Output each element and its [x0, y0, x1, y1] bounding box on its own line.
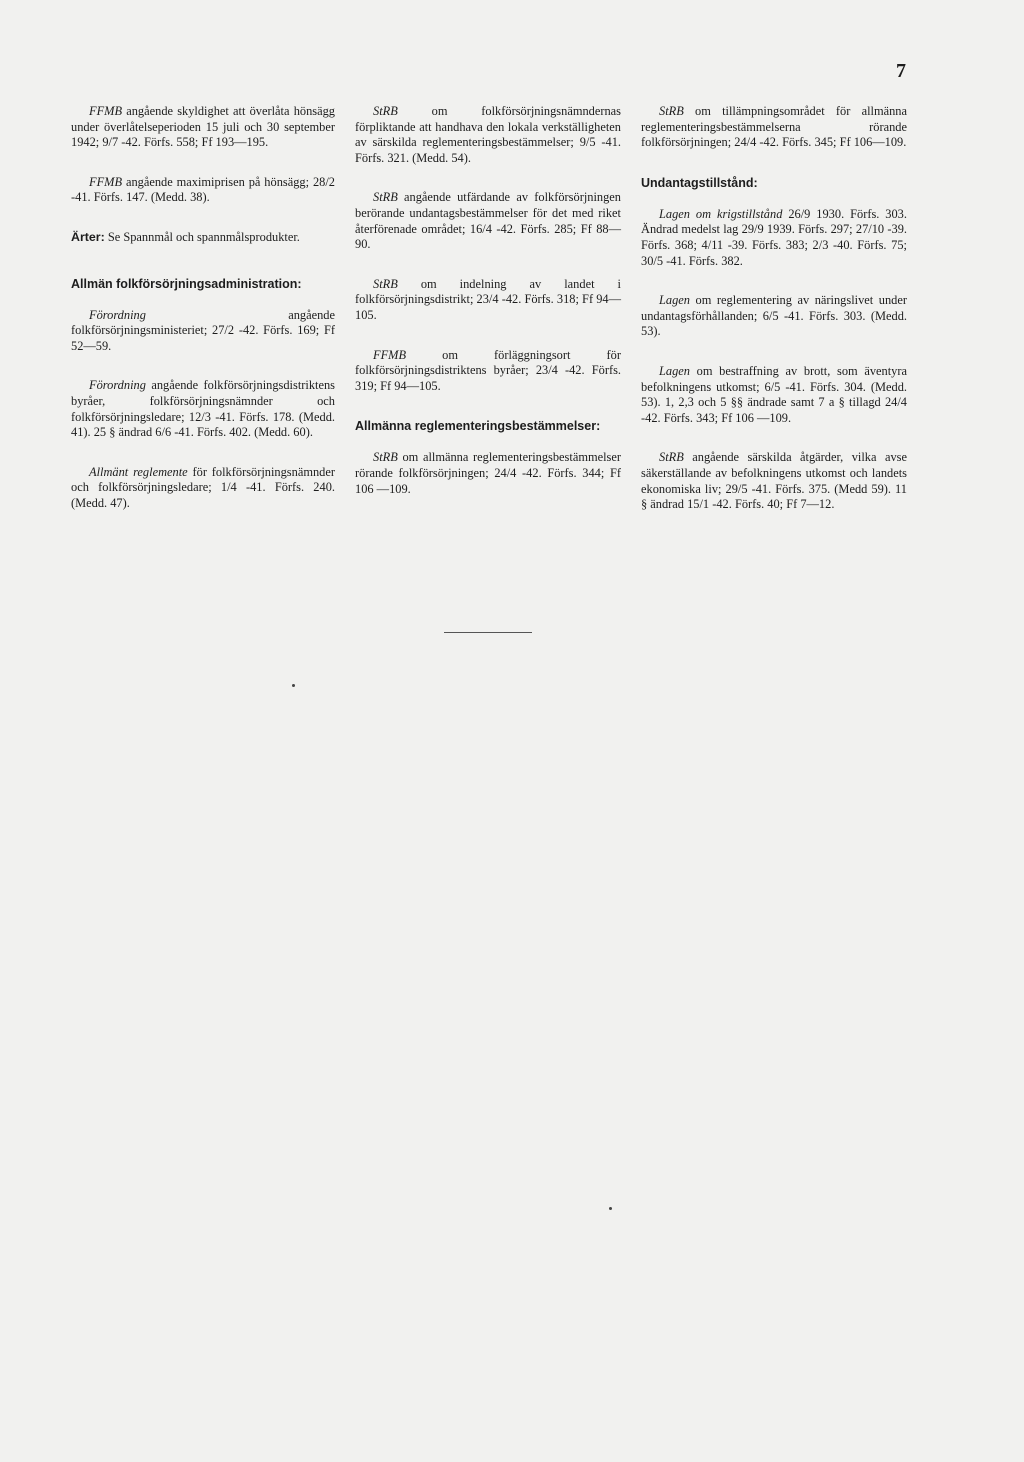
section-heading: Undantagstillstånd: [641, 175, 758, 190]
entry-text: angående folkförsörjningsministeriet; 27/2 -42. Förfs. 169; Ff 52—59. [71, 307, 335, 353]
paper-speck [609, 1207, 612, 1210]
index-entry [71, 175, 335, 206]
entry-text: angående utfärdande av folkförsörjningen berörande undantagsbestämmelser för det med riket återförenade området; 16/4 -42. Förfs. 285; Ff 88—90. [355, 190, 621, 252]
entry-source: StRB [659, 104, 684, 118]
cross-reference-text: Se Spannmål och spannmålsprodukter. [107, 229, 300, 244]
entry-source: StRB [373, 190, 398, 205]
index-entry [71, 465, 335, 512]
section-heading: Allmänna reglementeringsbestämmelser: [355, 419, 601, 434]
entry-source: Lagen om krigstillstånd [659, 206, 783, 221]
entry-text: om folkförsörjningsnämndernas förpliktande att handhava den lokala verkställigheten av särskilda reglementeringsbestämmelser; 9/5 -41. Förfs. 321. (Medd. 54). [355, 104, 621, 165]
entry-source: StRB [373, 276, 398, 291]
index-entry [355, 190, 621, 252]
entry-text: 26/9 1930. Förfs. 303. Ändrad medelst lag 29/9 1939. Förfs. 297; 27/10 -39. Förfs. 368; 4/11 -39. Förfs. 383; 2/3 -40. Förfs. 75; 30/5 -41. Förfs. 382. [641, 206, 907, 268]
cross-reference-label: Ärter: [71, 229, 105, 244]
index-entry [71, 378, 335, 440]
entry-text: angående skyldighet att överlåta hönsägg under överlåtelseperioden 15 juli och 30 september 1942; 9/7 -42. Förfs. 558; Ff 193—195. [71, 104, 335, 150]
entry-source: Förordning [89, 378, 146, 393]
paper-speck [292, 684, 295, 687]
entry-source: Lagen [659, 293, 690, 308]
entry-source: Allmänt reglemente [89, 464, 188, 479]
entry-source: StRB [659, 450, 684, 465]
index-entry [641, 104, 907, 151]
index-entry [355, 450, 621, 497]
column-2 [355, 104, 621, 521]
index-entry [641, 450, 907, 512]
entry-text: angående folkförsörjningsdistriktens byråer, folkförsörjningsnämnder och folkförsörjningsledare; 12/3 -41. Förfs. 178. (Medd. 41). 25 § ändrad 6/6 -41. Förfs. 402. (Medd. 60). [71, 378, 335, 440]
index-entry [71, 104, 335, 151]
entry-source: Förordning [89, 307, 146, 322]
entry-source: FFMB [89, 104, 123, 118]
index-entry [641, 364, 907, 426]
entry-text: om reglementering av näringslivet under undantagsförhållanden; 6/5 -41. Förfs. 303. (Medd. 53). [641, 293, 907, 339]
column-1 [71, 104, 335, 536]
column-3 [641, 104, 907, 537]
entry-text: om bestraffning av brott, som äventyra befolkningens utkomst; 6/5 -41. Förfs. 304. (Medd. 53). 1, 2,3 och 5 §§ ändrade samt 7 a § tillagd 24/4 -42. Förfs. 343; Ff 106 —109. [641, 363, 907, 425]
page-number: 7 [896, 60, 906, 82]
entry-text: om indelning av landet i folkförsörjningsdistrikt; 23/4 -42. Förfs. 318; Ff 94—105. [355, 276, 621, 322]
entry-text: angående särskilda åtgärder, vilka avse säkerställande av befolkningens utkomst och landets ekonomiska liv; 29/5 -41. Förfs. 375. (Medd 59). 11 § ändrad 15/1 -42. Förfs. 40; Ff 7—12. [641, 450, 907, 512]
index-entry [641, 293, 907, 340]
index-entry [355, 104, 621, 166]
index-entry [355, 277, 621, 324]
entry-source: StRB [373, 104, 398, 118]
section-heading: Allmän folkförsörjningsadministration: [71, 276, 302, 291]
entry-source: FFMB [89, 174, 123, 189]
entry-source: Lagen [659, 363, 690, 378]
entry-source: StRB [373, 450, 398, 465]
entry-text: om allmänna reglementeringsbestämmelser rörande folkförsörjningen; 24/4 -42. Förfs. 344; Ff 106 —109. [355, 450, 621, 496]
entry-source: FFMB [373, 347, 407, 362]
index-entry [355, 348, 621, 395]
entry-text: om tillämpningsområdet för allmänna reglementeringsbestämmelserna rörande folkförsörjningen; 24/4 -42. Förfs. 345; Ff 106—109. [641, 104, 907, 150]
entry-text: om förläggningsort för folkförsörjningsdistriktens byråer; 23/4 -42. Förfs. 319; Ff 94—105. [355, 347, 621, 393]
closing-rule [444, 632, 532, 633]
entry-text: angående maximiprisen på hönsägg; 28/2 -41. Förfs. 147. (Medd. 38). [71, 174, 335, 205]
entry-text: för folkförsörjningsnämnder och folkförsörjningsledare; 1/4 -41. Förfs. 240. (Medd. 47). [71, 464, 335, 510]
index-entry [71, 308, 335, 355]
cross-reference [71, 230, 335, 246]
index-entry [641, 207, 907, 269]
